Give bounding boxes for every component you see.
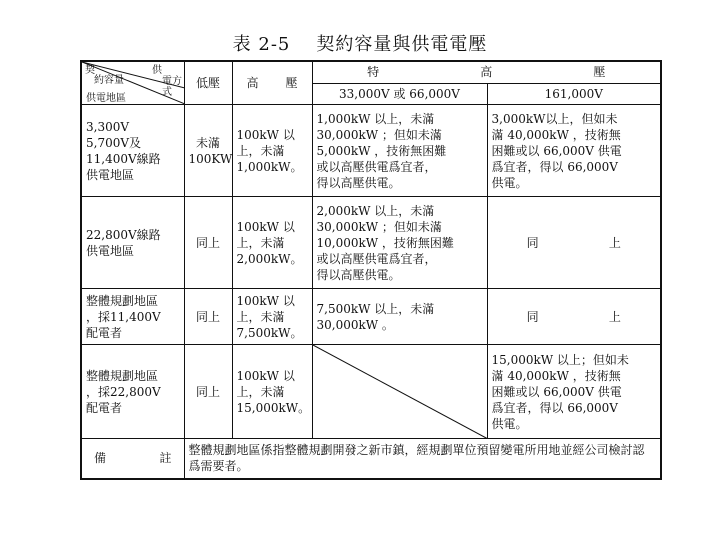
high-voltage-cell: 100kW 以 上，未滿 15,000kW。 (232, 345, 312, 439)
same-as-above-1: 同 (526, 235, 539, 250)
table-caption: 契約容量與供電電壓 (316, 34, 488, 55)
v161-cell (487, 289, 661, 345)
header-special-high-voltage (312, 61, 661, 83)
header-special-1: 特 (367, 65, 380, 80)
remarks-label-cell (81, 439, 184, 479)
v161-cell (487, 197, 661, 289)
header-special-2: 高 (480, 65, 493, 80)
header-high-voltage-1: 高 (246, 76, 259, 90)
low-voltage-cell: 同上 (184, 197, 232, 289)
table-row (81, 345, 661, 439)
contract-capacity-table (80, 60, 662, 480)
corner-label-method: 電方式 (162, 76, 182, 98)
v161-cell: 15,000kW 以上；但如未 滿 40,000kW ，技術無 困難或以 66,000V 供電 爲宜者，得以 66,000V 供電。 (487, 345, 661, 439)
same-as-above-2: 上 (608, 309, 621, 324)
low-voltage-cell: 未滿 100KW (184, 105, 232, 197)
high-voltage-cell: 100kW 以 上，未滿 2,000kW。 (232, 197, 312, 289)
table-row (81, 289, 661, 345)
remarks-row (81, 439, 661, 479)
area-cell: 3,300V 5,700V及 11,400V線路 供電地區 (81, 105, 184, 197)
header-special-3: 壓 (593, 65, 606, 80)
header-row-1 (81, 61, 661, 83)
high-voltage-cell: 100kW 以 上，未滿 1,000kW。 (232, 105, 312, 197)
v33-cell: 1,000kW 以上，未滿 30,000kW ；但如未滿 5,000kW ，技術無困難 或以高壓供電爲宜者， 得以高壓供電。 (312, 105, 487, 197)
remarks-text: 整體規劃地區係指整體規劃開發之新市鎮，經規劃單位預留變電所用地並經公司檢討認爲需要者。 (184, 439, 661, 479)
header-33kv: 33,000V 或 66,000V (312, 83, 487, 105)
v33-cell: 2,000kW 以上，未滿 30,000kW ；但如未滿 10,000kW ，技術無困難 或以高壓供電爲宜者， 得以高壓供電。 (312, 197, 487, 289)
header-high-voltage-2: 壓 (285, 76, 298, 90)
area-cell: 22,800V線路 供電地區 (81, 197, 184, 289)
header-low-voltage: 低壓 (184, 61, 232, 105)
empty-cell-diagonal (313, 345, 488, 439)
high-voltage-cell: 100kW 以 上，未滿 7,500kW。 (232, 289, 312, 345)
table-row (81, 197, 661, 289)
corner-label-area: 供電地區 (86, 93, 126, 104)
v33-cell: 7,500kW 以上，未滿 30,000kW 。 (312, 289, 487, 345)
header-161kv: 161,000V (487, 83, 661, 105)
same-as-above-2: 上 (608, 235, 621, 250)
area-cell: 整體規劃地區 ，採11,400V 配電者 (81, 289, 184, 345)
remarks-label-2: 註 (159, 451, 172, 466)
v161-cell: 3,000kW以上，但如未 滿 40,000kW ，技術無 困難或以 66,000V 供電 爲宜者，得以 66,000V 供電。 (487, 105, 661, 197)
area-cell: 整體規劃地區 ，採22,800V 配電者 (81, 345, 184, 439)
table-title (0, 30, 720, 56)
corner-label-supply: 供 (152, 65, 162, 76)
table-number: 表 2-5 (232, 34, 291, 55)
corner-label-capacity: 約容量 (94, 75, 124, 86)
table-row (81, 105, 661, 197)
header-high-voltage (232, 61, 312, 105)
corner-label-contract: 契 (85, 65, 95, 76)
low-voltage-cell: 同上 (184, 289, 232, 345)
low-voltage-cell: 同上 (184, 345, 232, 439)
corner-header-cell (81, 61, 184, 105)
remarks-label-1: 備 (94, 451, 107, 466)
same-as-above-1: 同 (526, 309, 539, 324)
v33-cell-diagonal (312, 345, 487, 439)
